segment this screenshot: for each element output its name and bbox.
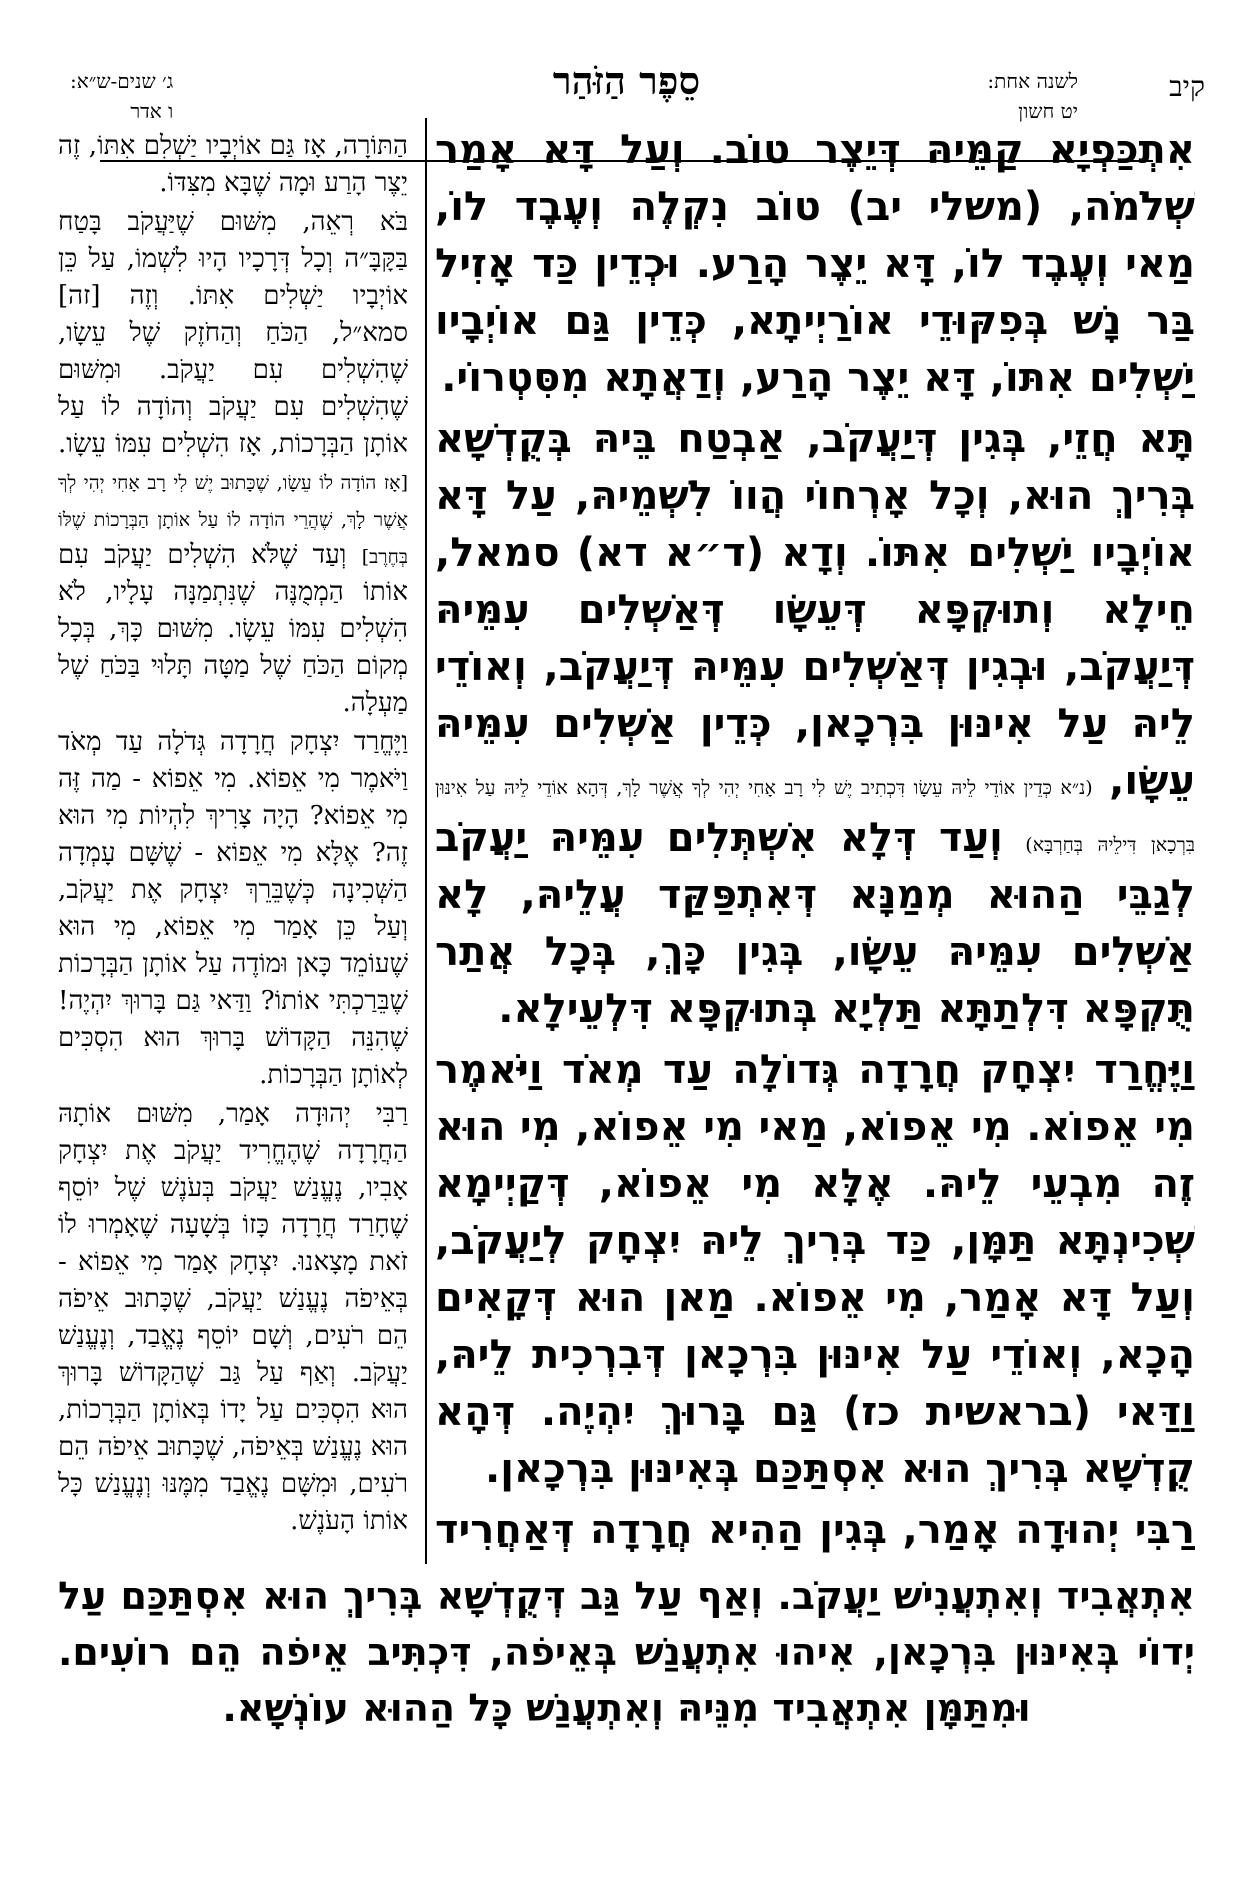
reading-schedule-three-year: [70, 66, 173, 126]
schedule-label: ג׳ שנים-ש״א:: [70, 69, 174, 93]
aramaic-text-column: [435, 122, 1195, 1564]
paragraph: רַבִּי יְהוּדָה אָמַר, בְּגִין הַהִיא חֲרָדָה דְּאַחֲרִיד: [435, 1507, 1195, 1553]
paragraph-text: וְעַד דְּלָא אִשְׁתְּלִים עִמֵּיהּ יַעֲקֹב לְגַבֵּי הַהוּא מְמַנָּא דְּאִתְפַּקַּד עֲלֵיהּ, לָא אַשְׁלִים עִמֵּיהּ עֵשָׂו, בְּגִין כָּךְ, בְּכָל אֲתַר תֻּקְפָּא דִּלְתַתָּא תַּלְיָא בְּתוּקְפָּא דִּלְעֵילָא.: [435, 815, 1195, 1032]
paragraph: אִתְכַּפְיָא קַמֵּיהּ דְּיֵצֶר טוֹב. וְעַל דָּא אָמַר שְׁלֹמֹה, (משלי יב) טוֹב נִקְלֶה וְעֶבֶד לוֹ, מַאי וְעֶבֶד לוֹ, דָּא יֵצֶר הָרַע. וּכְדֵין כַּד אָזִיל בַּר נָשׁ בְּפִקּוּדֵי אוֹרַיְיתָא, כְּדֵין גַּם אוֹיְבָיו יַשְׁלִים אִתּוֹ, דָּא יֵצֶר הָרַע, וְדַאֲתָא מִסִּטְרוֹי.: [435, 127, 1195, 401]
schedule-date: יט חשון: [1018, 99, 1078, 123]
book-title: סֵפֶר הַזֹּהַר: [552, 58, 701, 103]
page-number: קיב: [1169, 70, 1205, 103]
page-header: [40, 52, 1213, 123]
aramaic-text-continuation: אִתְאֲבִיד וְאִתְעֲנִישׁ יַעֲקֹב. וְאַף עַל גַּב דְּקֻדְשָׁא בְּרִיךְ הוּא אִסְתַּכַּם עַל יְדוֹי בְּאִינּוּן בִּרְכָאן, אִיהוּ אִתְעֲנַשׁ בְּאֵיפֹה, דִּכְתִּיב אֵיפֹה הֵם רוֹעִים. וּמִתַּמָּן אִתְאֲבִיד מִנֵּיהּ וְאִתְעֲנַשׁ כָּל הַהוּא עוֹנְשָׁא.: [58, 1574, 1195, 1730]
paragraph: וַיֶּחֱרַד יִצְחָק חֲרָדָה גְּדֹלָה עַד מְאֹד וַיֹּאמֶר מִי אֵפוֹא. מִי אֵפוֹא - מַה זֶּה מִי אֵפוֹא? הָיָה צָרִיךְ לִהְיוֹת מִי הוּא זֶה? אֶלָּא מִי אֵפוֹא - שֶׁשָּׁם עָמְדָה הַשְּׁכִינָה כְּשֶׁבֵּרֵךְ יִצְחָק אֶת יַעֲקֹב, וְעַל כֵּן אָמַר מִי אֵפוֹא, מִי הוּא שֶׁעוֹמֵד כָּאן וּמוֹדֶה עַל אוֹתָן הַבְּרָכוֹת שֶׁבֵּרַכְתִּי אוֹתוֹ? וַדַּאי גַּם בָּרוּךְ יִהְיֶה! שֶׁהִנֵּה הַקָּדוֹשׁ בָּרוּךְ הוּא הִסְכִּים לְאוֹתָן הַבְּרָכוֹת.: [58, 727, 408, 1090]
paragraph: הַתּוֹרָה, אָז גַּם אוֹיְבָיו יַשְׁלִם אִתּוֹ, זֶה יֵצֶר הָרַע וּמָה שֶׁבָּא מִצִּדּוֹ.: [58, 131, 408, 198]
paragraph: [435, 411, 1195, 1038]
paragraph: וַיֶּחֱרַד יִצְחָק חֲרָדָה גְּדוֹלָה עַד מְאֹד וַיֹּאמֶר מִי אֵפוֹא. מִי אֵפוֹא, מַאי מִי אֵפוֹא, מִי הוּא זֶה מִבְעֵי לֵיהּ. אֶלָּא מִי אֵפוֹא, דְּקַיְימָא שְׁכִינְתָּא תַּמָּן, כַּד בְּרִיךְ לֵיהּ יִצְחָק לְיַעֲקֹב, וְעַל דָּא אָמַר, מִי אֵפוֹא. מַאן הוּא דְּקָאִים הָכָא, וְאוֹדֵי עַל אִינּוּן בִּרְכָאן דְּבִרְכִית לֵיהּ, וַדַּאי (בראשית כז) גַּם בָּרוּךְ יִהְיֶה. דְּהָא קֻדְשָׁא בְּרִיךְ הוּא אִסְתַּכַּם בְּאִינּוּן בִּרְכָאן.: [435, 1047, 1195, 1492]
paragraph-text: וְעַד שֶׁלֹּא הִשְׁלִים יַעֲקֹב עִם אוֹתוֹ הַמְמֻנֶּה שֶׁנִּתְמַנָּה עָלָיו, לֹא הִשְׁלִים עִמּוֹ עֵשָׂו. מִשּׁוּם כָּךְ, בְּכָל מְקוֹם הַכֹּחַ שֶׁל מַטָּה תָּלוּי בַּכֹּחַ שֶׁל מַעְלָה.: [58, 540, 408, 718]
variant-reading-note: (נ״א כְּדֵין אוֹדֵי לֵיהּ עֵשָׂו דִּכְתִיב יֶשׁ לִי רָב אָחִי יְהִי לְךָ אֲשֶׁר לָךְ, דְּהָא אוֹדֵי לֵיהּ עַל אִינּוּן בִּרְכָאן דִּילֵיהּ בְּחַרְבָּא): [435, 777, 1195, 856]
schedule-label: לשנה אחת:: [987, 69, 1078, 93]
paragraph: [58, 204, 408, 722]
column-divider: [425, 118, 427, 1564]
hebrew-translation-column: [58, 128, 408, 1564]
paragraph-text: תָּא חֲזֵי, בְּגִין דְּיַעֲקֹב, אַבְטַח בֵּיהּ בְּקֻדְשָׁא בְּרִיךְ הוּא, וְכָל אָרְחוֹי הֲווֹ לִשְׁמֵיהּ, עַל דָּא אוֹיְבָיו יַשְׁלִים אִתּוֹ. וְדָא (ד״א דא) סמאל, חֵילָא וְתוּקְפָּא דְּעֵשָׂו דְּאַשְׁלִים עִמֵּיהּ דְּיַעֲקֹב, וּבְגִין דְּאַשְׁלִים עִמֵּיהּ דְּיַעֲקֹב, וְאוֹדֵי לֵיהּ עַל אִינּוּן בִּרְכָאן, כְּדֵין אַשְׁלִים עִמֵּיהּ עֵשָׂו,: [435, 416, 1195, 804]
variant-reading-note: [אָז הוֹדָה לוֹ עֵשָׂו, שֶׁכָּתוּב יֶשׁ לִי רָב אָחִי יְהִי לְךָ אֲשֶׁר לָךְ, שֶׁהֲרֵי הוֹדָה לוֹ עַל אוֹתָן הַבְּרָכוֹת שֶׁלּוֹ בְּחֶרֶב]: [58, 472, 408, 568]
paragraph-text: בֹּא רְאֵה, מִשּׁוּם שֶׁיַּעֲקֹב בָּטַח בַּקָּבָּ״ה וְכָל דְּרָכָיו הָיוּ לִשְׁמוֹ, עַל כֵּן אוֹיְבָיו יַשְׁלִים אִתּוֹ. וְזֶה [זה] סמא״ל, הַכֹּחַ וְהַחֹזֶק שֶׁל עֵשָׂו, שֶׁהִשְׁלִים עִם יַעֲקֹב. וּמִשּׁוּם שֶׁהִשְׁלִים עִם יַעֲקֹב וְהוֹדָה לוֹ עַל אוֹתָן הַבְּרָכוֹת, אָז הִשְׁלִים עִמּוֹ עֵשָׂו.: [58, 207, 408, 459]
paragraph: רַבִּי יְהוּדָה אָמַר, מִשּׁוּם אוֹתָהּ הַחֲרָדָה שֶׁהֶחֱרִיד יַעֲקֹב אֶת יִצְחָק אָבִיו, נֶעֱנַשׁ יַעֲקֹב בְּעֹנֶשׁ שֶׁל יוֹסֵף שֶׁחָרַד חֲרָדָה כָּזוֹ בְּשָׁעָה שֶׁאָמְרוּ לוֹ זֹאת מָצָאנוּ. יִצְחָק אָמַר מִי אֵפוֹא - בְּאֵיפֹה נֶעֱנַשׁ יַעֲקֹב, שֶׁכָּתוּב אֵיפֹה הֵם רֹעִים, וְשָׁם יוֹסֵף נֶאֱבַד, וְנֶעֱנַשׁ יַעֲקֹב. וְאַף עַל גַּב שֶׁהַקָּדוֹשׁ בָּרוּךְ הוּא הִסְכִּים עַל יָדוֹ בְּאוֹתָן הַבְּרָכוֹת, הוּא נֶעֱנַשׁ בְּאֵיפֹה, שֶׁכָּתוּב אֵיפֹה הֵם רֹעִים, וּמִשָּׁם נֶאֱבַד מִמֶּנּוּ וְנֶעֱנַשׁ כָּל אוֹתוֹ הָעֹנֶשׁ.: [58, 1099, 408, 1536]
schedule-date: ו אדר: [130, 99, 174, 123]
